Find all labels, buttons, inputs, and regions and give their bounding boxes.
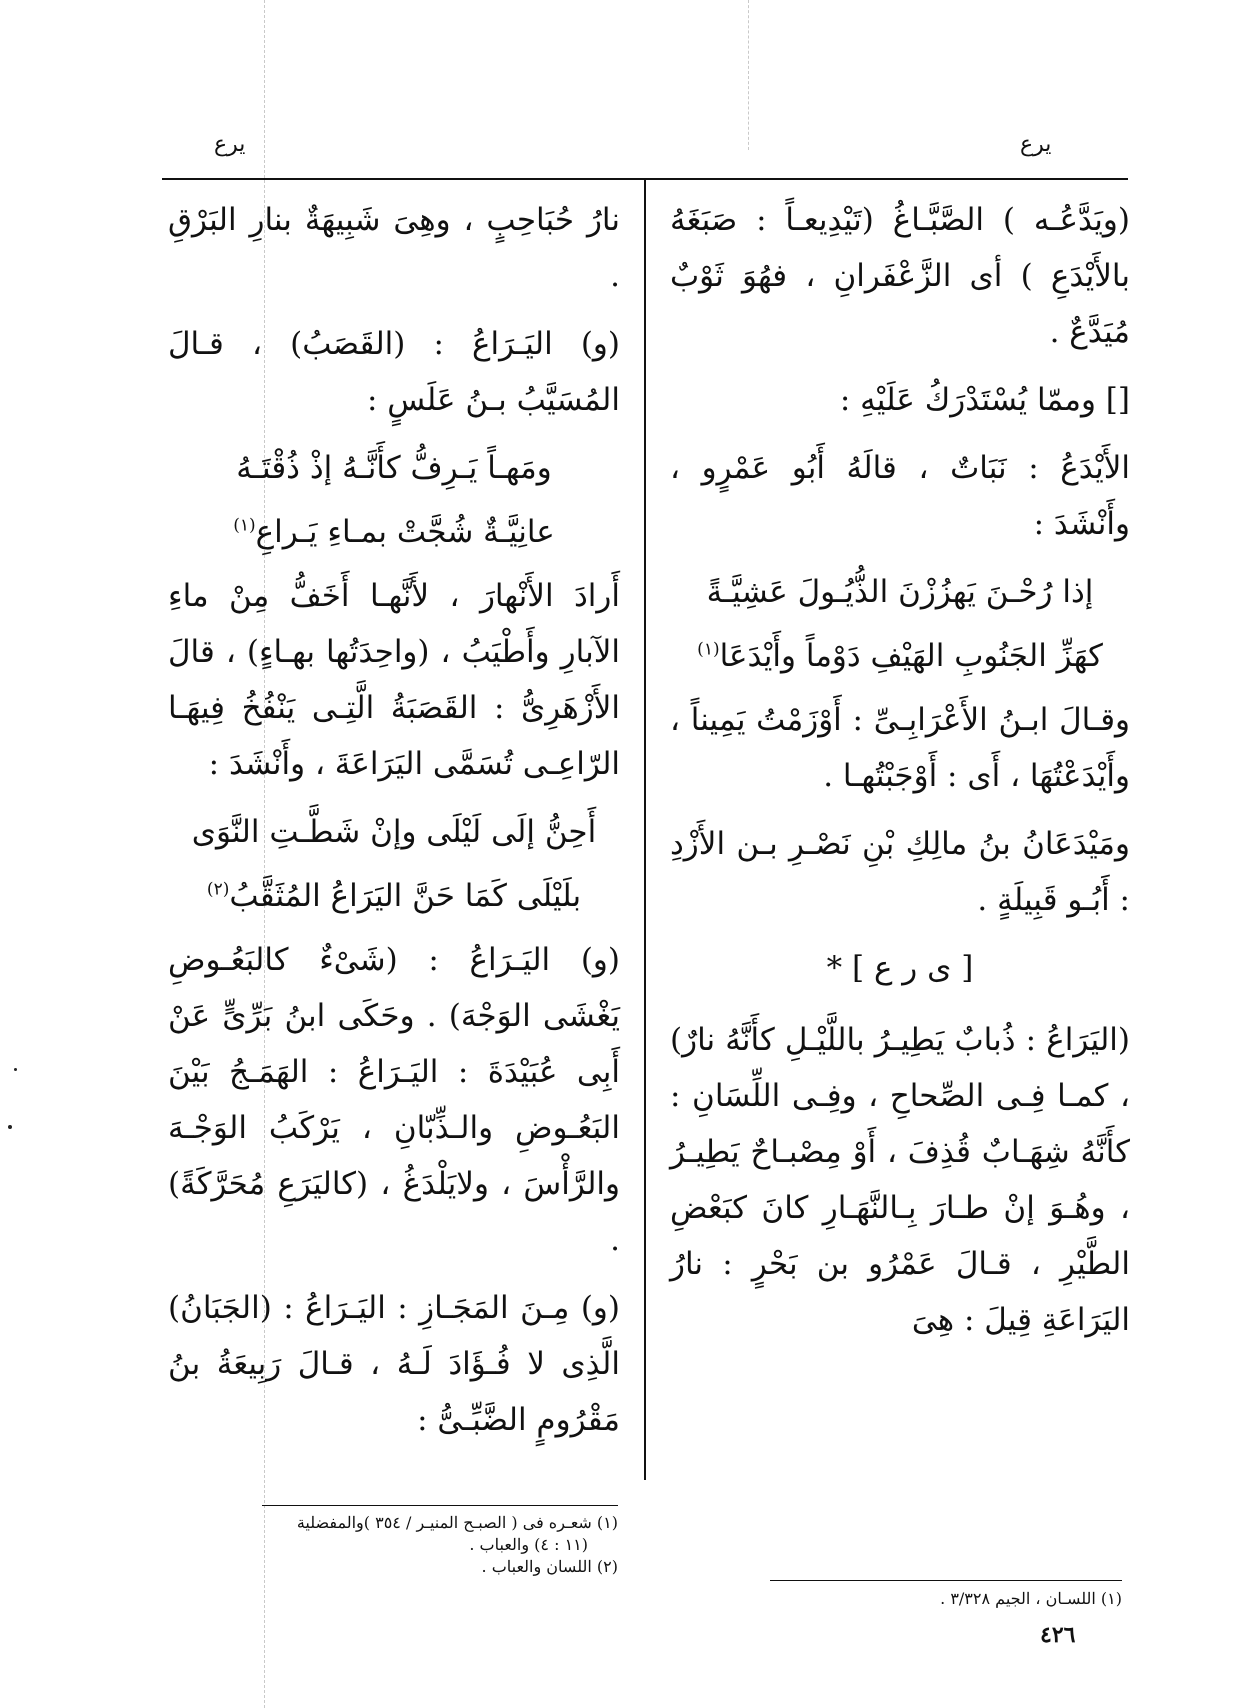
- verse-line: [168, 504, 620, 560]
- footnote: (٢) اللسان والعباب .: [481, 1557, 618, 1576]
- paragraph: وقـالَ ابـنُ الأَعْرَابِـىِّ : أَوْزَمْتُ يَمِيناً ، وأَيْدَعْتُهَا ، أَى : أَوْجَبْتُهـا .: [670, 702, 1130, 794]
- verse-line: [670, 628, 1130, 684]
- paragraph: (ويَدَّعُـه ) الصَّبَّـاغُ (تَيْدِيعـاً : صَبَغَهُ بالأَيْدَعِ ) أى الزَّعْفَرانِ ، فهُوَ ثَوْبٌ مُيَدَّعٌ .: [670, 202, 1130, 350]
- scan-artifact-dot: [8, 1125, 12, 1129]
- paragraph: (و) مِـنَ المَجَـازِ : اليَـرَاعُ : (الجَبَانُ) الَّذِى لا فُـؤَادَ لَـهُ ، قـالَ رَبِيعَةُ بنُ مَقْرُومٍ الضَّبِّـىُّ :: [168, 1290, 620, 1438]
- footnotes-right: [770, 1588, 1122, 1610]
- left-column: [168, 192, 620, 1460]
- right-column: [670, 192, 1130, 1360]
- verse-text: عانِيَّـةٌ شُجَّتْ بمـاءِ يَـراعِ: [255, 514, 555, 550]
- paragraph: الأَيْدَعُ : نَبَاتٌ ، قالَهُ أَبُو عَمْرٍو ، وأَنْشَدَ :: [670, 450, 1130, 542]
- footnote-marker: (٢): [206, 879, 230, 900]
- paragraph: (اليَرَاعُ : ذُبابٌ يَطِيـرُ باللَّيْـلِ كأَنَّهُ نارٌ) ، كمـا فِـى الصِّحاحِ ، وفِـى اللِّسَانِ : كأَنَّهُ شِهَـابٌ قُذِفَ ، أَوْ مِصْبـاحٌ يَطِيـرُ ، وهُـوَ إنْ طـارَ بِـالنَّهَـارِ كانَ كبَعْضِ الطَّيْرِ ، قـالَ عَمْرُو بن بَحْرٍ : نارُ اليَرَاعَةِ قِيلَ : هِىَ: [670, 1022, 1130, 1338]
- page-number: ٤٢٦: [1040, 1622, 1076, 1648]
- footnote: (١) شعـره فى ( الصبـح المنيـر / ٣٥٤ )والمفضلية: [296, 1513, 618, 1532]
- verse-line: إذا رُحْـنَ يَهزُزْنَ الذُّيُـولَ عَشِيَّـةً: [706, 574, 1094, 610]
- footnotes-left: [190, 1512, 618, 1578]
- paragraph: (و) اليَـرَاعُ : (شَىْءٌ كالبَعُـوضِ يَغْشَى الوَجْهَ) . وحَكَى ابنُ بَرِّىٍّ عَنْ أَبِى عُبَيْدَةَ : اليَـرَاعُ : الهَمَـجُ بَيْنَ البَعُـوضِ والـذِّبّانِ ، يَرْكَبُ الوَجْـهَ والرَّأْسَ ، ولايَلْدَغُ ، (كاليَرَعِ مُحَرَّكَةً) .: [168, 942, 620, 1258]
- footnote: (١) اللسـان ، الجيم ٣/٣٢٨ .: [940, 1589, 1122, 1608]
- running-header-right: يرع: [1020, 132, 1052, 157]
- verse-line: [168, 868, 620, 924]
- entry-heading: [ ى ر ع ] *: [826, 950, 974, 986]
- paragraph: [] وممّا يُسْتَدْرَكُ عَلَيْهِ :: [839, 382, 1130, 418]
- footnote-marker: (١): [233, 515, 256, 536]
- paragraph: ومَيْدَعَانُ بنُ مالِكِ بْنِ نَصْـرِ بـن الأَزْدِ : أَبُـو قَبِيلَةٍ .: [670, 826, 1130, 918]
- paragraph: نارُ حُبَاحِبٍ ، وهِىَ شَبِيهَةٌ بنارِ البَرْقِ .: [168, 202, 620, 294]
- footnote-rule: [262, 1505, 618, 1506]
- paragraph: أَرادَ الأَنْهارَ ، لأَنَّهـا أَخَفُّ مِنْ ماءِ الآبارِ وأَطْيَبُ ، (واحِدَتُها بهـاءٍ) ، قالَ الأَزْهَرِىُّ : القَصَبَةُ الَّتِـى يَنْفُخُ فِيهَـا الرّاعِـى تُسَمَّى اليَرَاعَةَ ، وأَنْشَدَ :: [168, 578, 620, 782]
- footnote-marker: (١): [697, 639, 720, 660]
- verse-text: بلَيْلَى كَمَا حَنَّ اليَرَاعُ المُثَقَّبُ: [229, 878, 582, 914]
- column-divider: [644, 180, 646, 1480]
- scan-artifact-dot: [14, 1068, 17, 1071]
- paragraph: (و) اليَـرَاعُ : (القَصَبُ) ، قـالَ المُسَيَّبُ بـنُ عَلَسٍ :: [168, 326, 620, 418]
- verse-line: أَحِنُّ إلَى لَيْلَى وإنْ شَطَّـتِ النَّوَى: [191, 814, 597, 850]
- verse-text: كهَزِّ الجَنُوبِ الهَيْفِ دَوْماً وأَيْدَعَا: [719, 638, 1103, 674]
- running-header-left: يرع: [214, 132, 246, 157]
- verse-line: ومَهـاً يَـرِفُّ كأَنَّـهُ إذْ ذُقْتَـهُ: [236, 450, 552, 486]
- footnote: (١١ : ٤) والعباب .: [469, 1535, 588, 1554]
- footnote-rule: [770, 1580, 1122, 1581]
- scan-artifact-line: [748, 0, 749, 150]
